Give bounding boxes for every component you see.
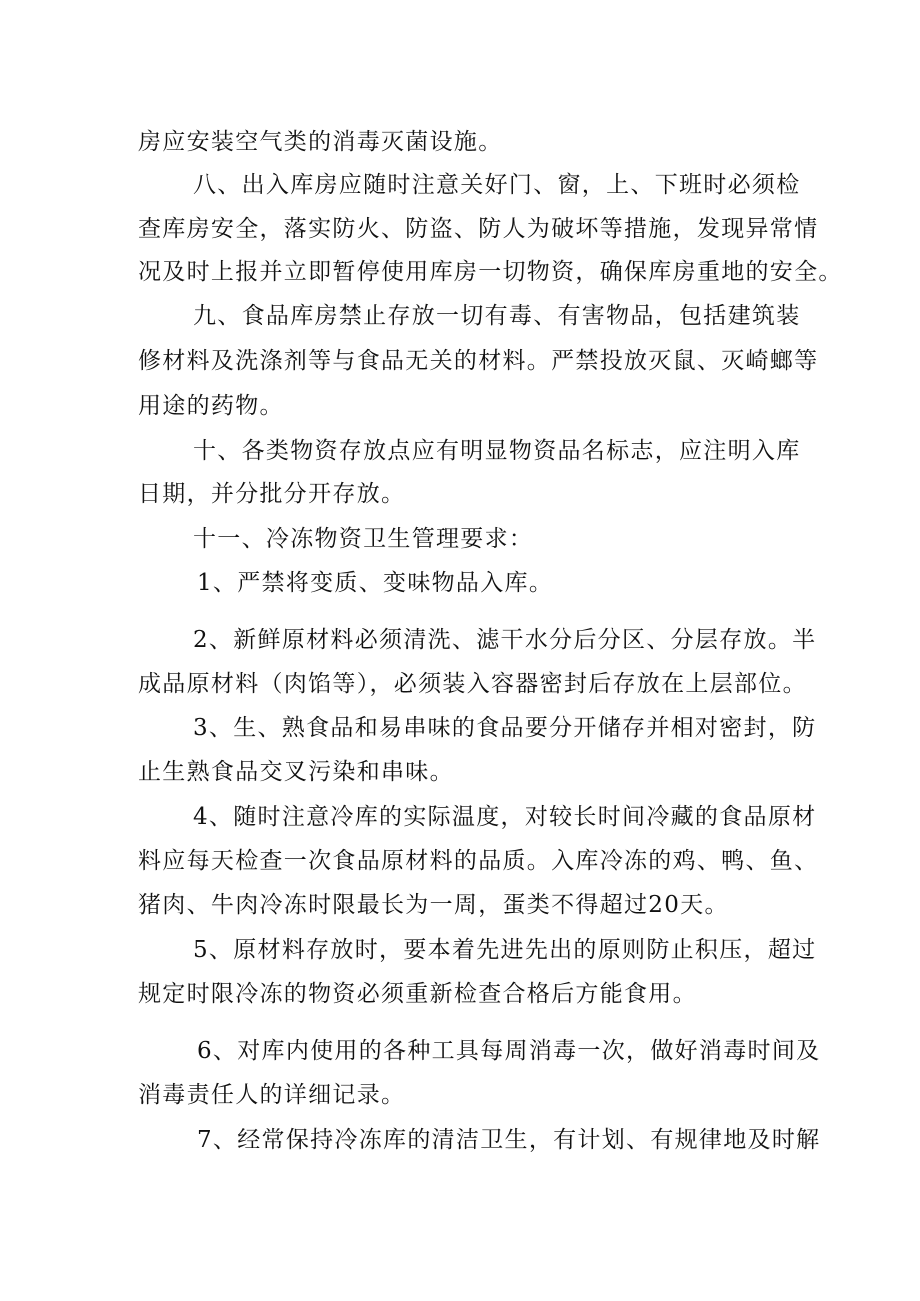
text-line: 止生熟食品交叉污染和串味。	[138, 759, 454, 785]
text-line: 况及时上报并立即暂停使用库房一切物资，确保库房重地的安全。	[138, 259, 843, 285]
text-line: 八、出入库房应随时注意关好门、窗，上、下班时必须检	[193, 172, 801, 198]
text-line: 规定时限冷冻的物资必须重新检查合格后方能食用。	[138, 981, 697, 1007]
text-line: 日期，并分批分开存放。	[138, 481, 406, 507]
text-line: 十、各类物资存放点应有明显物资品名标志，应注明入库	[193, 438, 801, 464]
text-line: 九、食品库房禁止存放一切有毒、有害物品，包括建筑装	[193, 303, 801, 329]
text-line: 十一、冷冻物资卫生管理要求：	[193, 526, 534, 552]
text-line: 猪肉、牛肉冷冻时限最长为一周，蛋类不得超过20天。	[138, 892, 729, 918]
text-line: 房应安装空气类的消毒灭菌设施。	[138, 129, 503, 155]
text-line: 5、原材料存放时，要本着先进先出的原则防止积压，超过	[193, 937, 817, 963]
text-line: 修材料及洗涤剂等与食品无关的材料。严禁投放灭鼠、灭崎螂等	[138, 348, 819, 374]
text-line: 用途的药物。	[138, 393, 284, 419]
text-line: 4、随时注意冷库的实际温度，对较长时间冷藏的食品原材	[193, 804, 817, 830]
text-line: 消毒责任人的详细记录。	[138, 1082, 406, 1108]
text-line: 查库房安全，落实防火、防盗、防人为破坏等措施，发现异常情	[138, 216, 819, 242]
text-line: 料应每天检查一次食品原材料的品质。入库冷冻的鸡、鸭、鱼、	[138, 848, 819, 874]
text-line: 6、对库内使用的各种工具每周消毒一次，做好消毒时间及	[197, 1038, 821, 1064]
text-line: 1、严禁将变质、变味物品入库。	[197, 570, 554, 596]
text-line: 7、经常保持冷冻库的清洁卫生，有计划、有规律地及时解	[197, 1127, 821, 1153]
text-line: 2、新鲜原材料必须清洗、滤干水分后分区、分层存放。半	[193, 627, 817, 653]
text-line: 3、生、熟食品和易串味的食品要分开储存并相对密封，防	[193, 715, 817, 741]
text-line: 成品原材料（肉馅等），必须装入容器密封后存放在上层部位。	[138, 671, 807, 697]
